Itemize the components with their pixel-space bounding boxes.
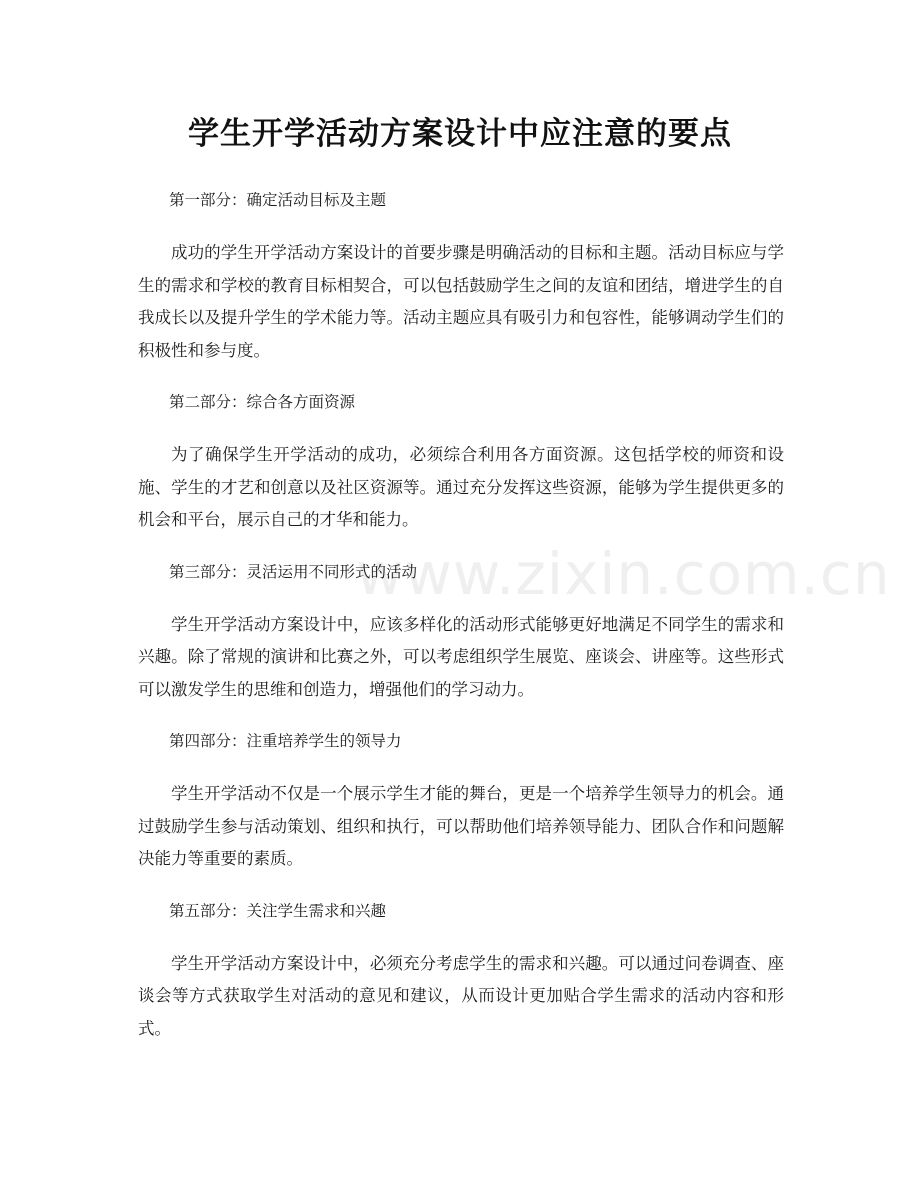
section-paragraph: 为了确保学生开学活动的成功，必须综合利用各方面资源。这包括学校的师资和设施、学生的才艺和创意以及社区资源等。通过充分发挥这些资源，能够为学生提供更多的机会和平台，展示自己的才华和能力。 <box>138 445 784 529</box>
section-heading: 第五部分：关注学生需求和兴趣 <box>169 901 387 920</box>
section-paragraph: 学生开学活动不仅是一个展示学生才能的舞台，更是一个培养学生领导力的机会。通过鼓励学生参与活动策划、组织和执行，可以帮助他们培养领导能力、团队合作和问题解决能力等重要的素质。 <box>138 784 784 868</box>
section-heading: 第三部分：灵活运用不同形式的活动 <box>169 562 418 581</box>
document-title: 学生开学活动方案设计中应注意的要点 <box>188 116 732 152</box>
section-paragraph: 学生开学活动方案设计中，必须充分考虑学生的需求和兴趣。可以通过问卷调查、座谈会等方式获取学生对活动的意见和建议，从而设计更加贴合学生需求的活动内容和形式。 <box>138 953 784 1038</box>
section-heading: 第一部分：确定活动目标及主题 <box>169 191 387 209</box>
section-5 <box>138 895 784 1046</box>
section-4 <box>138 725 784 876</box>
section-1 <box>138 184 784 367</box>
section-heading: 第四部分：注重培养学生的领导力 <box>169 732 402 750</box>
section-paragraph: 成功的学生开学活动方案设计的首要步骤是明确活动的目标和主题。活动目标应与学生的需求和学校的教育目标相契合，可以包括鼓励学生之间的友谊和团结，增进学生的自我成长以及提升学生的学术能力等。活动主题应具有吸引力和包容性，能够调动学生们的积极性和参与度。 <box>138 243 784 360</box>
section-2 <box>138 386 784 537</box>
section-heading: 第二部分：综合各方面资源 <box>169 393 356 411</box>
watermark: www.zixin.com.cn <box>356 540 891 608</box>
section-paragraph: 学生开学活动方案设计中，应该多样化的活动形式能够更好地满足不同学生的需求和兴趣。除了常规的演讲和比赛之外，可以考虑组织学生展览、座谈会、讲座等。这些形式可以激发学生的思维和创造力，增强他们的学习动力。 <box>138 614 784 699</box>
document-body <box>138 184 784 1064</box>
section-3 <box>138 556 784 707</box>
